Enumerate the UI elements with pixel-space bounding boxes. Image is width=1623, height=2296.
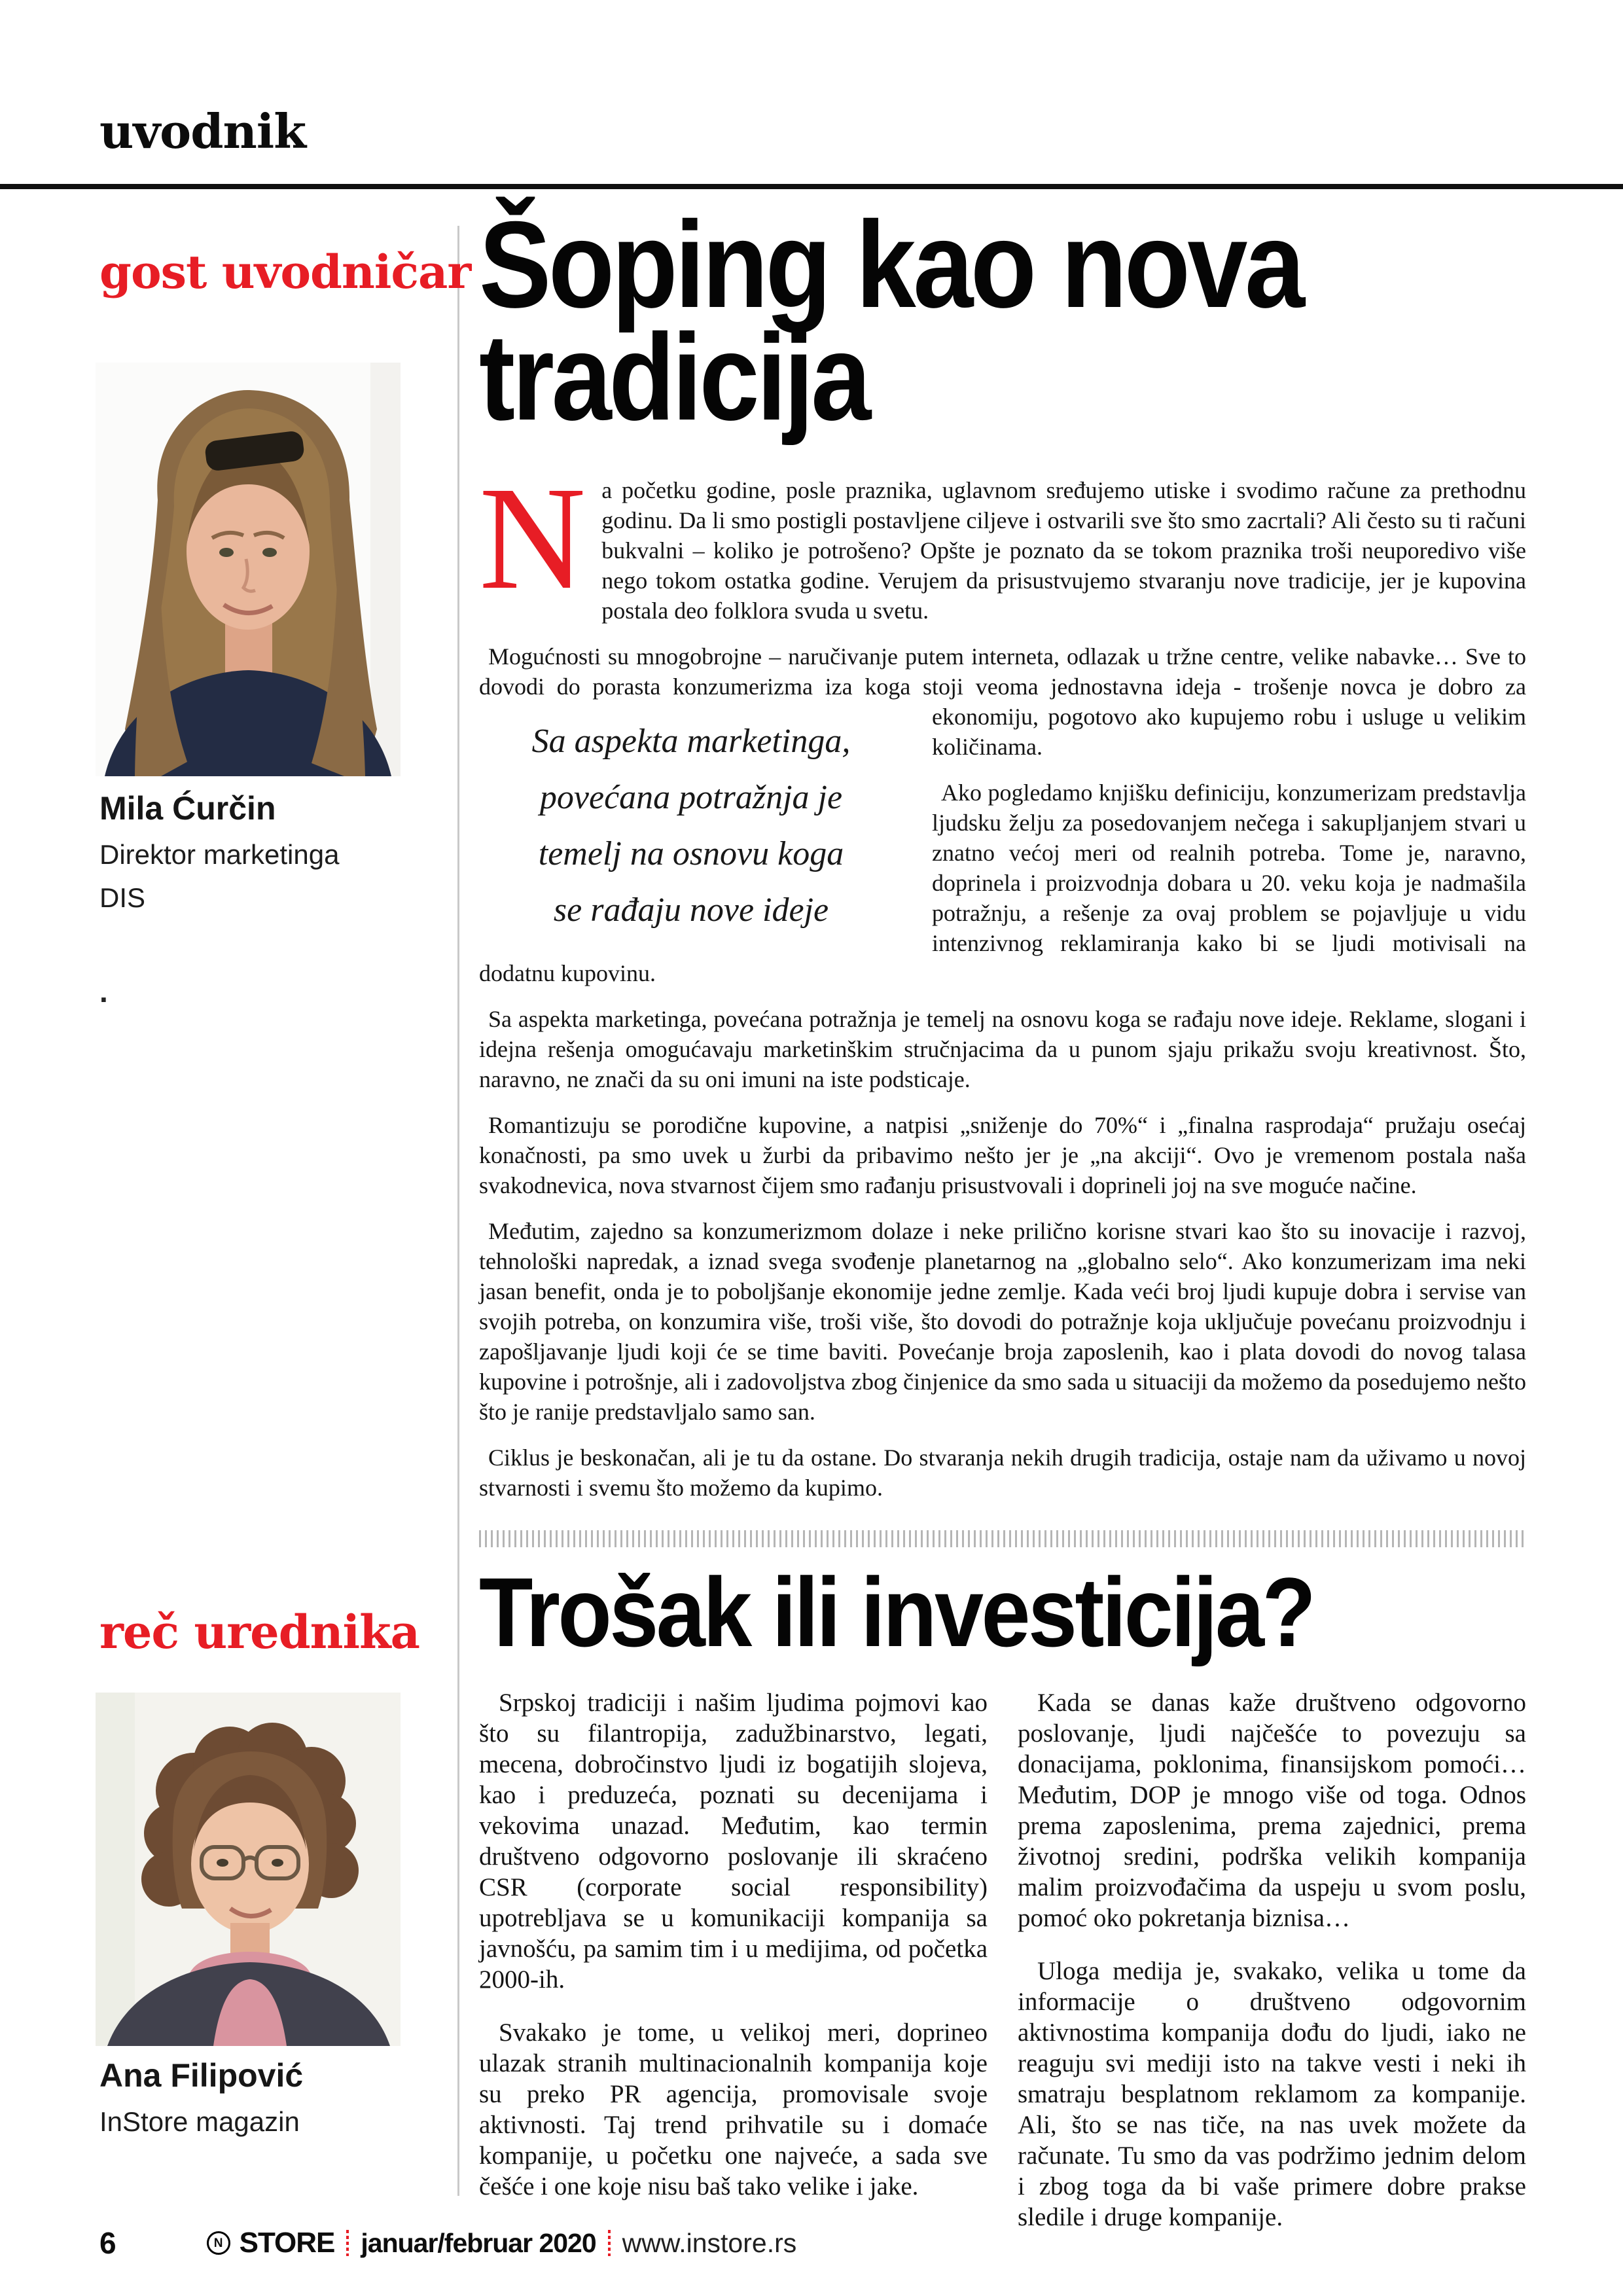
article1-title-line1: Šoping kao nova	[479, 196, 1302, 333]
article1-paragraph-1	[479, 456, 1526, 626]
issue-date: januar/februar 2020	[361, 2227, 596, 2258]
page-number: 6	[99, 2226, 116, 2260]
article1-body	[479, 456, 1527, 1503]
pull-quote-line: Sa aspekta marketinga,	[531, 723, 851, 760]
pull-quote-line: temelj na osnovu koga	[538, 835, 844, 872]
article2-left-paragraph-1: Srpskoj tradiciji i našim ljudima pojmovi kao što su filantropija, zadužbinarstvo, legati, mecena, dobročinstvo ljudi iz bogatijih slojeva, kao i preduzeća, poznati su decenijama i vekovima unazad. Međutim, kao termin društveno odgovorno poslovanje ili skraćeno CSR (corporate social responsibility) upotrebljava se u komunikaciji kompanija sa javnošću, pa samim tim i u medijima, od početka 2000-ih.	[479, 1689, 988, 1994]
editor-byline	[99, 2056, 303, 2138]
article1-paragraph-5: Romantizuju se porodične kupovine, a natpisi „sniženje do 70%“ i „finalna rasprodaja“ pružaju osećaj konačnosti, pa smo uvek u žurbi da pribavimo nešto jer je „na akciji“. Ovo je vremenom postala naša svakodnevica, nova stvarnost čijem smo rađanju prisustvovali i doprineli joj na sve moguće načine.	[479, 1112, 1526, 1198]
guest-name: Mila Ćurčin	[99, 790, 276, 827]
red-dotted-separator-icon	[608, 2230, 611, 2256]
brand-block	[207, 2227, 335, 2259]
paragraph-text: a početku godine, posle praznika, uglavnom sređujemo utiske i svodimo račune za prethodnu godinu. Da li smo postigli postavljene ciljeve i ostvarili sve što smo zacrtali? Ali često su ti računi bukvalni – koliko je potrošeno? Opšte je poznato da se tokom praznika troši neuporedivo više nego tokom ostatka godine. Verujem da prisustvujemo stvaranju nove tradicije, jer je kupovina postala deo folklora svuda u svetu.	[601, 477, 1526, 624]
editor-label: reč urednika	[99, 1605, 420, 1659]
paragraph-text: trošenje novca je dobro za ekonomiju, pogotovo ako kupujemo robu i usluge u velikim količinama.	[932, 673, 1527, 760]
article2-title	[479, 1557, 1526, 1667]
portrait-photo-mila	[96, 363, 401, 776]
section-kicker: uvodnik	[99, 103, 306, 159]
red-dotted-separator-icon	[346, 2230, 349, 2256]
column-divider	[457, 226, 459, 2196]
main-content	[479, 196, 1527, 2255]
article1-title-line2: tradicija	[479, 308, 868, 446]
paragraph-text: Mogućnosti su mnogobrojne – naručivanje putem interneta, odlazak u tržne centre, velike nabavke… Sve to dovodi do porasta konzumerizma iza koga stoji veoma jednostavna ideja -	[479, 643, 1526, 700]
drop-cap: N	[479, 456, 586, 620]
guest-editor-label: gost uvodničar	[99, 245, 471, 299]
guest-role: Direktor marketinga	[99, 839, 340, 870]
portrait-illustration-ana	[96, 1693, 401, 2046]
pull-quote	[479, 713, 903, 939]
guest-company: DIS	[99, 882, 146, 913]
portrait-illustration-mila	[96, 363, 401, 776]
article1-paragraph-3: Ako pogledamo knjišku definiciju, konzumerizam predstavlja ljudsku želju za posedovanjem nečega i sakupljanjem stvari u znatno većoj meri od realnih potreba. Tome je, naravno, doprinela i proizvodnja dobara u 20. veku koja je nadmašila potražnju, a rešenje za ovaj problem se pojavljuje u vidu intenzivnog reklamiranja kako bi se ljudi motivisali na dodatnu kupovinu.	[479, 780, 1526, 986]
guest-byline	[99, 789, 339, 914]
website-url: www.instore.rs	[622, 2227, 797, 2258]
article1-paragraph-6: Međutim, zajedno sa konzumerizmom dolaze i neke prilično korisne stvari kao što su inovacije i razvoj, tehnološki napredak, a iznad svega svođenje planetarnog na „globalno selo“. Ako konzumerizam ima neki jasan benefit, onda je to poboljšanje ekonomije jedne zemlje. Kada veći broj ljudi kupuje dobra i servise van svojih potreba, on konzumira više, troši više, što dovodi do potražnje koja uključuje povećanu proizvodnju i zapošljavanje ljudi koji će se time baviti. Povećanje broja zaposlenih, kao i plata dovodi do novog talasa kupovine i potrošnje, ali i zadovoljstva zbog činjenice da smo sada u situaciji da možemo da posedujemo nešto što je ranije predstavljalo samo san.	[479, 1218, 1526, 1425]
article2-right-paragraph-1: Kada se danas kaže društveno odgovorno poslovanje, ljudi najčešće to povezuju sa donacijama, poklonima, finansijskom pomoći… Međutim, DOP je mnogo više od toga. Odnos prema zaposlenima, prema zajednici, prema životnoj sredini, podrška velikih kompanija malim proizvođačima da uspeju u svom poslu, pomoć oko pokretanja biznisa…	[1018, 1689, 1526, 1932]
editor-name: Ana Filipović	[99, 2057, 304, 2094]
article2-left-paragraph-2: Svakako je tome, u velikoj meri, doprineo ulazak stranih multinacionalnih kompanija koje su preko PR agencija, promovisale svoje aktivnosti. Taj trend prihvatile su i domaće kompanije, u početku one najveće, a sada sve češće i one koje nisu baš tako velike i jake.	[479, 2018, 988, 2200]
pull-quote-line: povećana potražnja je	[539, 779, 843, 816]
header-rule	[0, 184, 1623, 189]
portrait-photo-ana	[96, 1693, 401, 2046]
page-footer	[99, 2225, 796, 2261]
article2-column-left	[479, 1687, 988, 2255]
article1-paragraph-7: Ciklus je beskonačan, ali je tu da ostane. Do stvaranja nekih drugih tradicija, ostaje nam da uživamo u novoj stvarnosti i svemu što možemo da kupimo.	[479, 1444, 1526, 1501]
instore-logo-icon: N	[207, 2231, 230, 2255]
pull-quote-line: se rađaju nove ideje	[553, 891, 829, 929]
article1-paragraph-4: Sa aspekta marketinga, povećana potražnja je temelj na osnovu koga se rađaju nove ideje. Reklame, slogani i idejna rešenja omogućavaju marketinškim stručnjacima da u punom sjaju prikažu svoju kreativnost. Što, naravno, ne znači da su oni imuni na iste podsticaje.	[479, 1006, 1526, 1092]
article2-column-right	[1018, 1687, 1526, 2255]
article2-right-paragraph-2: Uloga medija je, svakako, velika u tome da informacije o društveno odgovornim aktivnostima kompanija dođu do ljudi, iako ne reaguju svi mediji isto na takve vesti i neki ih smatraju besplatnom reklamom za kompanije. Ali, što se nas tiče, na nas uvek možete da računate. Tu smo da vas podržimo jednim delom i zbog toga da bi vaše primere dobre prakse sledile i druge kompanije.	[1018, 1957, 1526, 2231]
article1-title	[479, 196, 1526, 446]
article2-body	[479, 1687, 1526, 2255]
brand-name: STORE	[239, 2227, 335, 2259]
editor-company: InStore magazin	[99, 2106, 300, 2137]
sidebar-note-dot: .	[99, 975, 108, 1009]
dotted-separator	[479, 1530, 1526, 1547]
article2-title-line: Trošak ili investicija?	[479, 1557, 1314, 1667]
